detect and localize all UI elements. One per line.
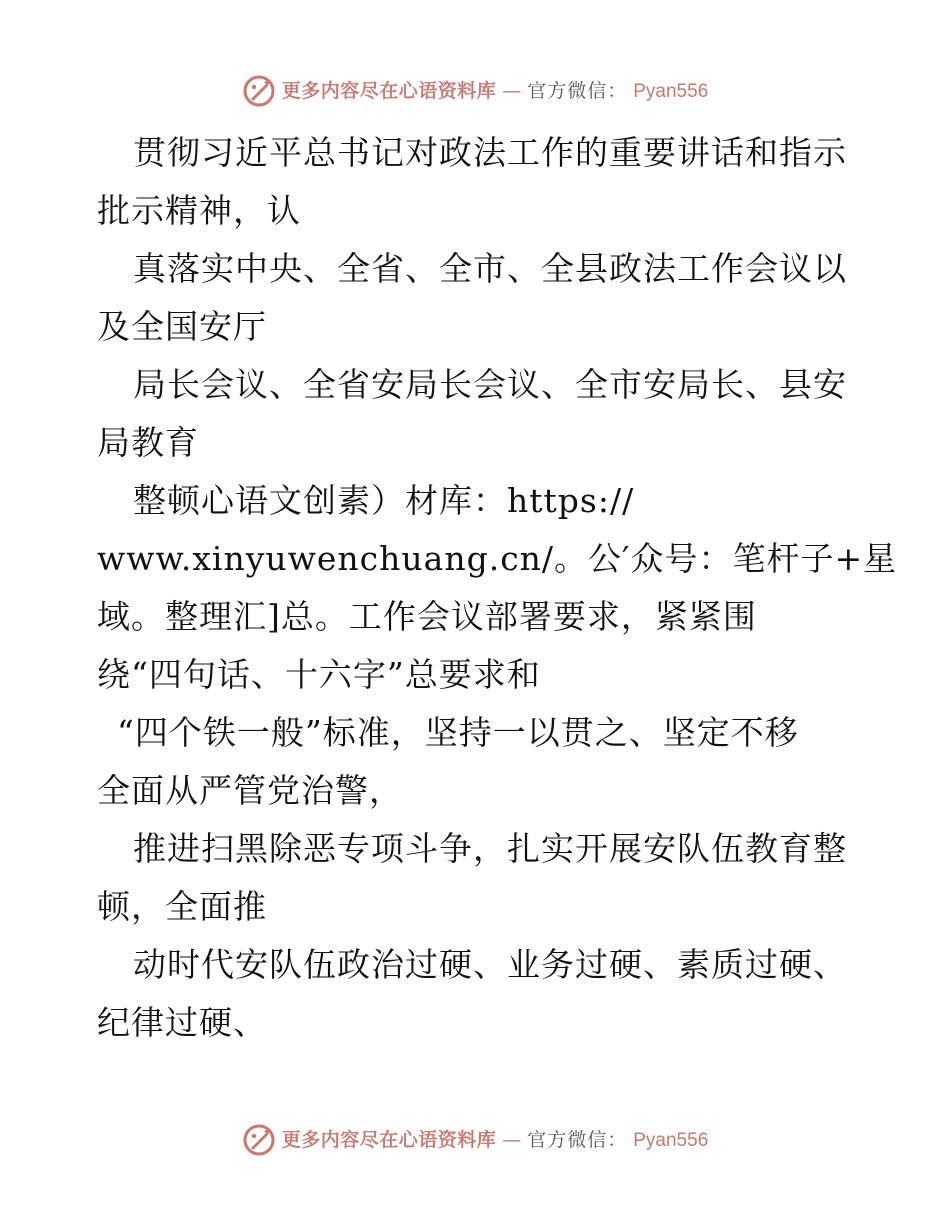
document-body (97, 124, 898, 1052)
quill-logo-icon (242, 74, 276, 108)
text-line: 贯彻习近平总书记对政法工作的重要讲话和指示 (133, 133, 847, 172)
header-watermark (0, 71, 950, 111)
text-line: 动时代安队伍政治过硬、业务过硬、素质过硬、 (133, 945, 847, 984)
watermark-dash: — (502, 79, 522, 102)
watermark-site-name: 更多内容尽在心语资料库 (281, 79, 497, 102)
watermark-wechat-id: Pyan556 (633, 80, 709, 102)
text-line: 顿，全面推 (97, 887, 267, 926)
text-line: 局长会议、全省安局长会议、全市安局长、县安 (133, 365, 847, 404)
quill-logo-icon (242, 1123, 276, 1157)
text-line: 真落实中央、全省、全市、全县政法工作会议以 (133, 249, 847, 288)
watermark-wechat-label: 官方微信： (527, 1128, 628, 1151)
watermark-site-name: 更多内容尽在心语资料库 (281, 1128, 497, 1151)
text-line: 纪律过硬、 (97, 1003, 267, 1042)
text-line: 域。整理汇]总。工作会议部署要求，紧紧围 (97, 597, 757, 636)
watermark-wechat-label: 官方微信： (527, 79, 628, 102)
text-line: 推进扫黑除恶专项斗争，扎实开展安队伍教育整 (133, 829, 847, 868)
text-line: 绕“四句话、十六字”总要求和 (97, 655, 541, 694)
footer-watermark (0, 1120, 950, 1160)
text-line: 批示精神，认 (97, 191, 301, 230)
watermark-wechat-id: Pyan556 (633, 1129, 709, 1151)
text-line: “四个铁一般”标准，坚持一以贯之、坚定不移 (117, 713, 799, 752)
watermark-dash: — (502, 1128, 522, 1151)
text-line: 整顿心语文创素）材库：https:// (133, 481, 635, 520)
text-line: 局教育 (97, 423, 199, 462)
text-line: www.xinyuwenchuang.cn/。公′众号：笔杆子+星 (97, 539, 898, 578)
text-line: 全面从严管党治警， (97, 771, 403, 810)
text-line: 及全国安厅 (97, 307, 267, 346)
